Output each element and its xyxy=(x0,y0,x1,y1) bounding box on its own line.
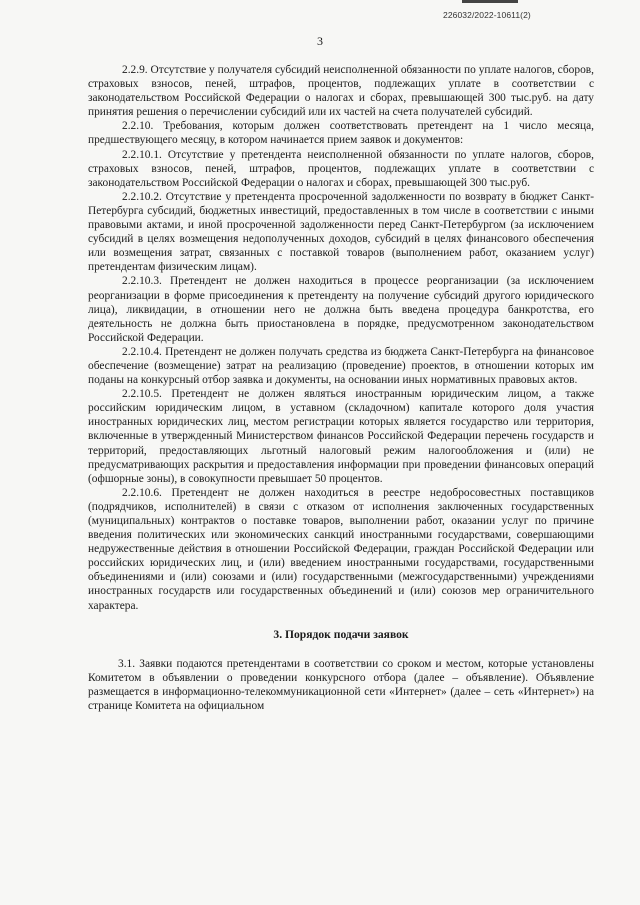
paragraph-2-2-10-4: 2.2.10.4. Претендент не должен получать средства из бюджета Санкт-Петербурга на финансовое обеспечение (возмещение) затрат на реализацию (проведение) проектов, в отношении которых им поданы на конкурсный отбор заявка и документы, на основании иных нормативных правовых актов. xyxy=(88,345,594,387)
document-body xyxy=(88,63,594,713)
paragraph-2-2-10: 2.2.10. Требования, которым должен соответствовать претендент на 1 число месяца, предшествующего месяцу, в котором начинается прием заявок и документов: xyxy=(88,120,594,147)
paragraph-3-1: 3.1. Заявки подаются претендентами в соответствии со сроком и местом, которые установлены Комитетом в объявлении о проведении конкурсного отбора (далее – объявление). Объявление размещается в информационно-телекоммуникационной сети «Интернет» (далее – сеть «Интернет») на странице Комитета на официальном xyxy=(88,657,594,713)
section-heading: 3. Порядок подачи заявок xyxy=(273,627,409,641)
paragraph-2-2-10-1: 2.2.10.1. Отсутствие у претендента неисполненной обязанности по уплате налогов, сборов, страховых взносов, пеней, штрафов, процентов, подлежащих уплате в соответствии с законодательством Российской Федерации о налогах и сборах, превышающей 300 тыс.руб. xyxy=(88,148,594,189)
page-number: 3 xyxy=(317,34,323,48)
document-id: 226032/2022-10611(2) xyxy=(443,10,531,20)
paragraph-2-2-10-2: 2.2.10.2. Отсутствие у претендента просроченной задолженности по возврату в бюджет Санкт-Петербурга субсидий, бюджетных инвестиций, предоставленных в том числе в соответствии с иными правовыми актами, и иной просроченной задолженности перед Санкт-Петербургом (за исключением субсидий в целях возмещения недополученных доходов, субсидий в целях финансового обеспечения или возмещения затрат, связанных с поставкой товаров (выполнением работ, оказанием услуг) претендентам физическим лицам). xyxy=(88,190,594,274)
paragraph-2-2-10-6: 2.2.10.6. Претендент не должен находиться в реестре недобросовестных поставщиков (подрядчиков, исполнителей) в связи с отказом от исполнения заключенных государственных (муниципальных) контрактов о поставке товаров, выполнении работ, оказании услуг по причине введения политических или экономических санкций иностранными государствами, совершающими недружественные действия в отношении Российской Федерации, граждан Российской Федерации или российских юридических лиц, и (или) введением иностранными государствами, государственными объединениями и (или) союзами и (или) государственными (межгосударственными) учреждениями иностранных государств или государственных объединений и (или) союзов мер ограничительного характера. xyxy=(88,486,594,612)
paragraph-2-2-10-5: 2.2.10.5. Претендент не должен являться иностранным юридическим лицом, а также российским юридическим лицом, в уставном (складочном) капитале которого доля участия иностранных юридических лиц, местом регистрации которых является государство или территория, включенные в утвержденный Министерством финансов Российской Федерации перечень государств и территорий, предоставляющих льготный налоговый режим налогообложения и (или) не предусматривающих раскрытия и предоставления информации при проведении финансовых операций (офшорные зоны), в совокупности превышает 50 процентов. xyxy=(88,388,594,485)
paragraph-2-2-9: 2.2.9. Отсутствие у получателя субсидий неисполненной обязанности по уплате налогов, сборов, страховых взносов, пеней, штрафов, процентов, подлежащих уплате в соответствии с законодательством Российской Федерации о налогах и сборах, превышающей 300 тыс.руб. на дату принятия решения о перечислении субсидий или их частей на счета получателей субсидий. xyxy=(88,64,594,119)
header-rule xyxy=(462,0,518,3)
paragraph-2-2-10-3: 2.2.10.3. Претендент не должен находиться в процессе реорганизации (за исключением реорганизации в форме присоединения к претенденту на получение субсидий другого юридического лица), ликвидации, в отношении него не должна быть введена процедура банкротства, его деятельность не должна быть приостановлена в порядке, предусмотренном законодательством Российской Федерации. xyxy=(88,275,594,344)
